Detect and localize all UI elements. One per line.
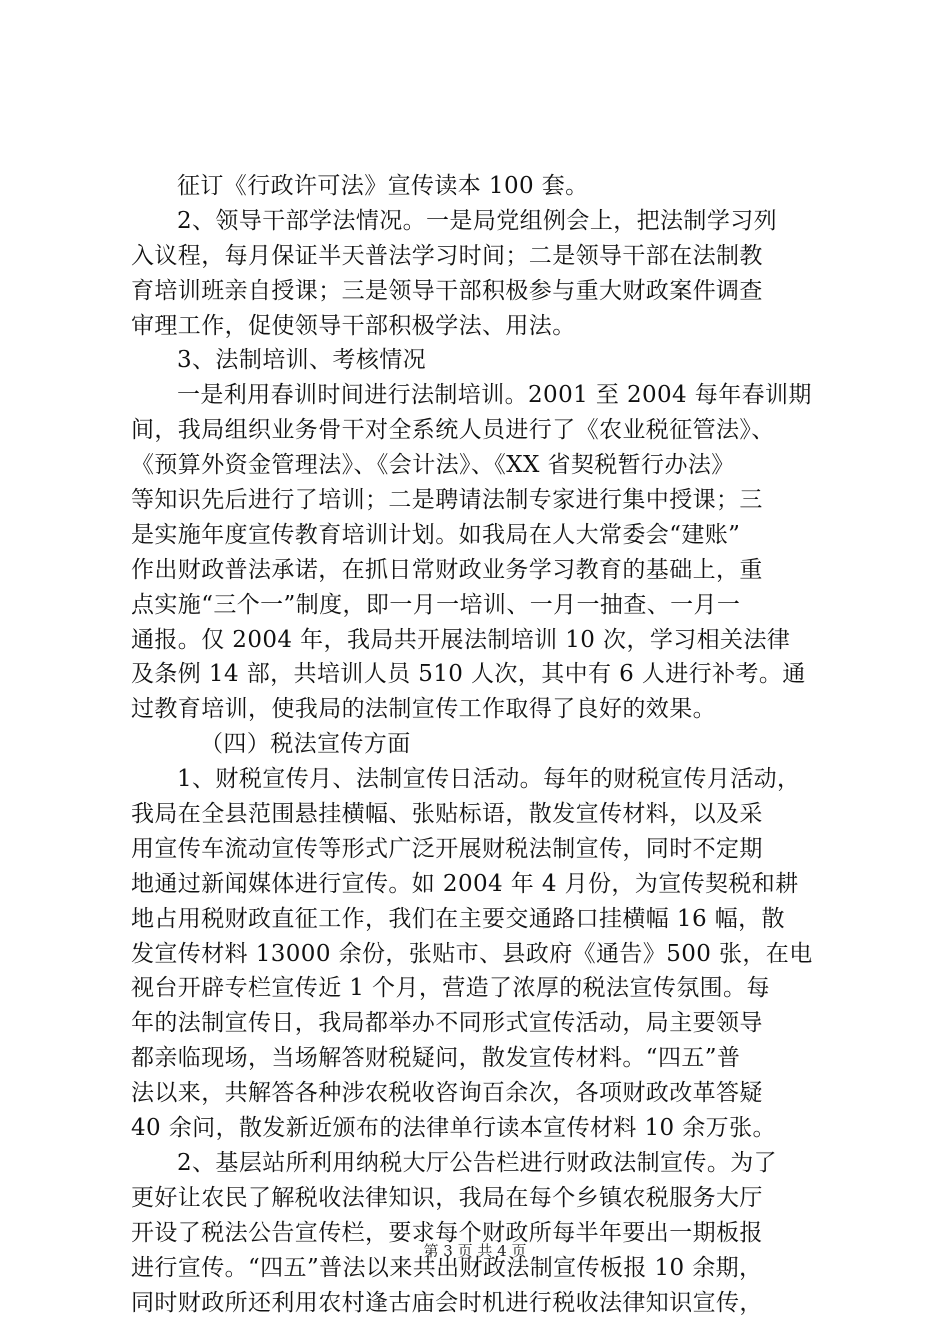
text-line: 2、领导干部学法情况。一是局党组例会上，把法制学习列	[177, 207, 778, 234]
text-line: 开设了税法公告宣传栏，要求每个财政所每半年要出一期板报	[131, 1219, 763, 1246]
text-line: 点实施“三个一”制度，即一月一培训、一月一抽查、一月一	[131, 591, 741, 618]
text-line: 《预算外资金管理法》、《会计法》、《XX 省契税暂行办法》	[131, 452, 735, 479]
text-line: 更好让农民了解税收法律知识，我局在每个乡镇农税服务大厅	[131, 1184, 763, 1211]
text-line: 征订《行政许可法》宣传读本 100 套。	[177, 173, 589, 199]
text-line: 同时财政所还利用农村逢古庙会时机进行税收法律知识宣传，	[131, 1289, 763, 1316]
text-line: 育培训班亲自授课；三是领导干部积极参与重大财政案件调查	[131, 277, 763, 304]
text-line: 我局在全县范围悬挂横幅、张贴标语，散发宣传材料，以及采	[131, 801, 763, 828]
text-line: 2、基层站所利用纳税大厅公告栏进行财政法制宣传。为了	[177, 1149, 778, 1176]
text-line: 审理工作，促使领导干部积极学法、用法。	[131, 312, 576, 339]
text-line: 是实施年度宣传教育培训计划。如我局在人大常委会“建账”	[131, 521, 741, 548]
text-line: 过教育培训，使我局的法制宣传工作取得了良好的效果。	[131, 696, 716, 723]
page-footer: 第 3 页 共 4 页	[423, 1242, 527, 1260]
text-line: 入议程，每月保证半天普法学习时间；二是领导干部在法制教	[131, 242, 763, 269]
text-line: 进行宣传。“四五”普法以来共出财政法制宣传板报 10 余期，	[131, 1254, 763, 1281]
text-line: 发宣传材料 13000 余份，张贴市、县政府《通告》500 张，在电	[131, 940, 813, 967]
text-line: 地通过新闻媒体进行宣传。如 2004 年 4 月份，为宣传契税和耕	[131, 870, 799, 897]
text-line: 地占用税财政直征工作，我们在主要交通路口挂横幅 16 幅，散	[131, 905, 785, 932]
text-line: 一是利用春训时间进行法制培训。2001 至 2004 每年春训期	[177, 382, 812, 409]
text-line: 等知识先后进行了培训；二是聘请法制专家进行集中授课；三	[131, 487, 763, 514]
text-line: 都亲临现场，当场解答财税疑问，散发宣传材料。“四五”普	[131, 1045, 741, 1072]
text-line: 法以来，共解答各种涉农税收咨询百余次，各项财政改革答疑	[131, 1080, 763, 1107]
text-line: 作出财政普法承诺，在抓日常财政业务学习教育的基础上，重	[131, 556, 763, 583]
text-line: 3、法制培训、考核情况	[177, 347, 427, 374]
text-line: 通报。仅 2004 年，我局共开展法制培训 10 次，学习相关法律	[131, 626, 791, 653]
text-line: 40 余问，散发新近颁布的法律单行读本宣传材料 10 余万张。	[131, 1115, 776, 1142]
text-line: 间，我局组织业务骨干对全系统人员进行了《农业税征管法》、	[131, 417, 775, 444]
text-line: 及条例 14 部，共培训人员 510 人次，其中有 6 人进行补考。通	[131, 661, 806, 688]
document-body	[131, 169, 831, 1320]
text-line: 1、财税宣传月、法制宣传日活动。每年的财税宣传月活动，	[177, 766, 801, 793]
text-line: 用宣传车流动宣传等形式广泛开展财税法制宣传，同时不定期	[131, 835, 763, 862]
text-line: 视台开辟专栏宣传近 1 个月，营造了浓厚的税法宣传氛围。每	[131, 975, 770, 1002]
text-line: 年的法制宣传日，我局都举办不同形式宣传活动，局主要领导	[131, 1010, 763, 1037]
text-line: （四）税法宣传方面	[200, 731, 411, 758]
